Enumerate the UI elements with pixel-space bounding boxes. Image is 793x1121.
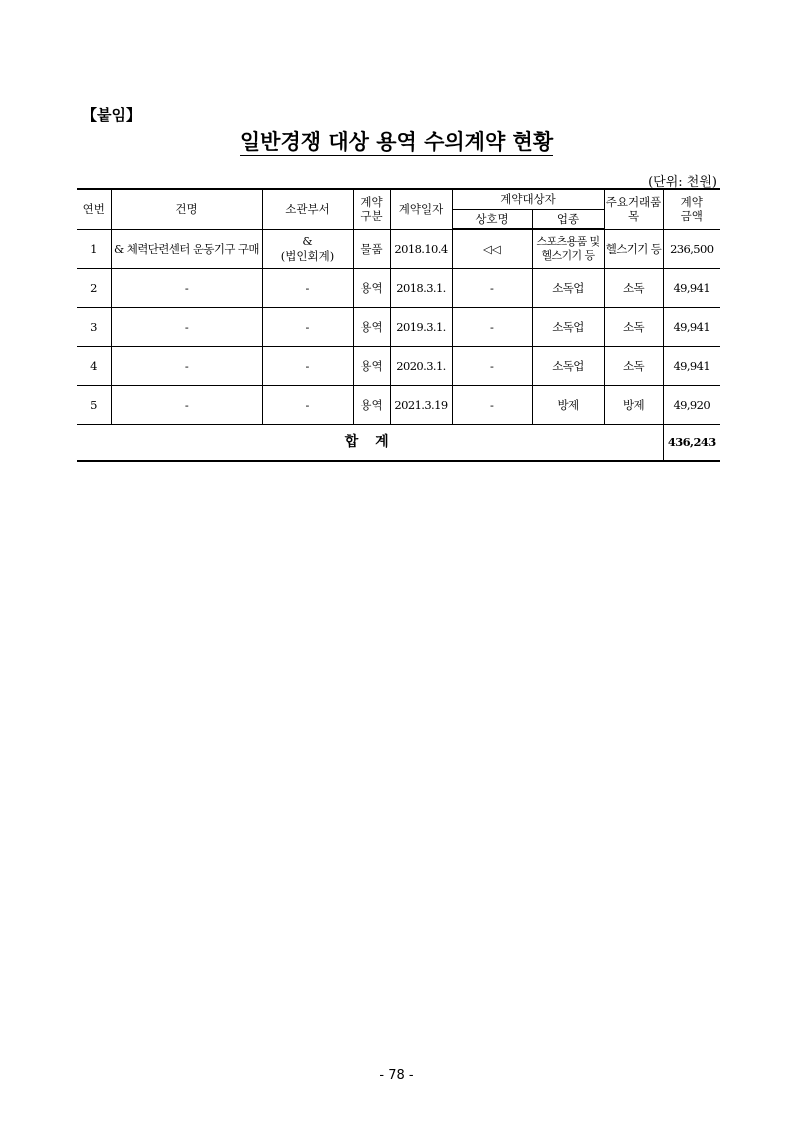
total-amount: 436,243 (663, 425, 720, 462)
row-name: - (111, 308, 262, 347)
row-dept: - (262, 386, 353, 425)
row-number: 2 (77, 269, 111, 308)
row-type: 용역 (353, 347, 390, 386)
row-dept: - (262, 347, 353, 386)
row-dept: - (262, 308, 353, 347)
row-business: 방제 (532, 386, 604, 425)
row-items: 소독 (604, 269, 663, 308)
row-date: 2021.3.19 (390, 386, 452, 425)
row-company: - (452, 386, 532, 425)
row-dept: - (262, 269, 353, 308)
header-business: 업종 (532, 210, 604, 230)
row-dept: & (법인회계) (262, 229, 353, 269)
row-amount: 49,941 (663, 269, 720, 308)
row-business: 스포츠용품 및 헬스기기 등 (532, 229, 604, 269)
row-amount: 49,941 (663, 347, 720, 386)
header-company: 상호명 (452, 210, 532, 230)
row-name: - (111, 347, 262, 386)
row-name: - (111, 269, 262, 308)
row-date: 2019.3.1. (390, 308, 452, 347)
total-row (77, 425, 720, 462)
table-row (77, 308, 720, 347)
document-title (0, 126, 793, 156)
row-number: 1 (77, 229, 111, 269)
row-business: 소독업 (532, 269, 604, 308)
table-row (77, 269, 720, 308)
row-type: 용역 (353, 386, 390, 425)
row-company: - (452, 269, 532, 308)
row-type: 물품 (353, 229, 390, 269)
header-no: 연번 (77, 189, 111, 229)
contract-table (77, 188, 720, 462)
table-row (77, 386, 720, 425)
row-date: 2018.3.1. (390, 269, 452, 308)
total-label-cell (77, 425, 663, 462)
row-amount: 49,920 (663, 386, 720, 425)
header-amount: 계약 금액 (663, 189, 720, 229)
row-number: 4 (77, 347, 111, 386)
row-date: 2018.10.4 (390, 229, 452, 269)
row-items: 방제 (604, 386, 663, 425)
row-items: 소독 (604, 308, 663, 347)
row-business: 소독업 (532, 308, 604, 347)
row-amount: 236,500 (663, 229, 720, 269)
header-name: 건명 (111, 189, 262, 229)
row-company: - (452, 347, 532, 386)
total-label: 합 계 (344, 433, 395, 450)
row-number: 5 (77, 386, 111, 425)
row-business: 소독업 (532, 347, 604, 386)
header-dept: 소관부서 (262, 189, 353, 229)
table-row (77, 347, 720, 386)
page-number: - 78 - (379, 1068, 414, 1083)
row-type: 용역 (353, 308, 390, 347)
row-company: - (452, 308, 532, 347)
header-items: 주요거래품 목 (604, 189, 663, 229)
header-party-group: 계약대상자 (452, 189, 604, 210)
row-type: 용역 (353, 269, 390, 308)
header-type: 계약 구분 (353, 189, 390, 229)
document-title-text: 일반경쟁 대상 용역 수의계약 현황 (239, 130, 554, 154)
row-items: 헬스기기 등 (604, 229, 663, 269)
row-number: 3 (77, 308, 111, 347)
header-date: 계약일자 (390, 189, 452, 229)
row-amount: 49,941 (663, 308, 720, 347)
unit-label: (단위: 천원) (648, 175, 717, 190)
row-name: & 체력단련센터 운동기구 구매 (111, 229, 262, 269)
table-row (77, 229, 720, 269)
row-date: 2020.3.1. (390, 347, 452, 386)
row-items: 소독 (604, 347, 663, 386)
row-company: ◁◁ (452, 229, 532, 269)
row-name: - (111, 386, 262, 425)
attachment-label: 【붙임】 (82, 106, 141, 124)
